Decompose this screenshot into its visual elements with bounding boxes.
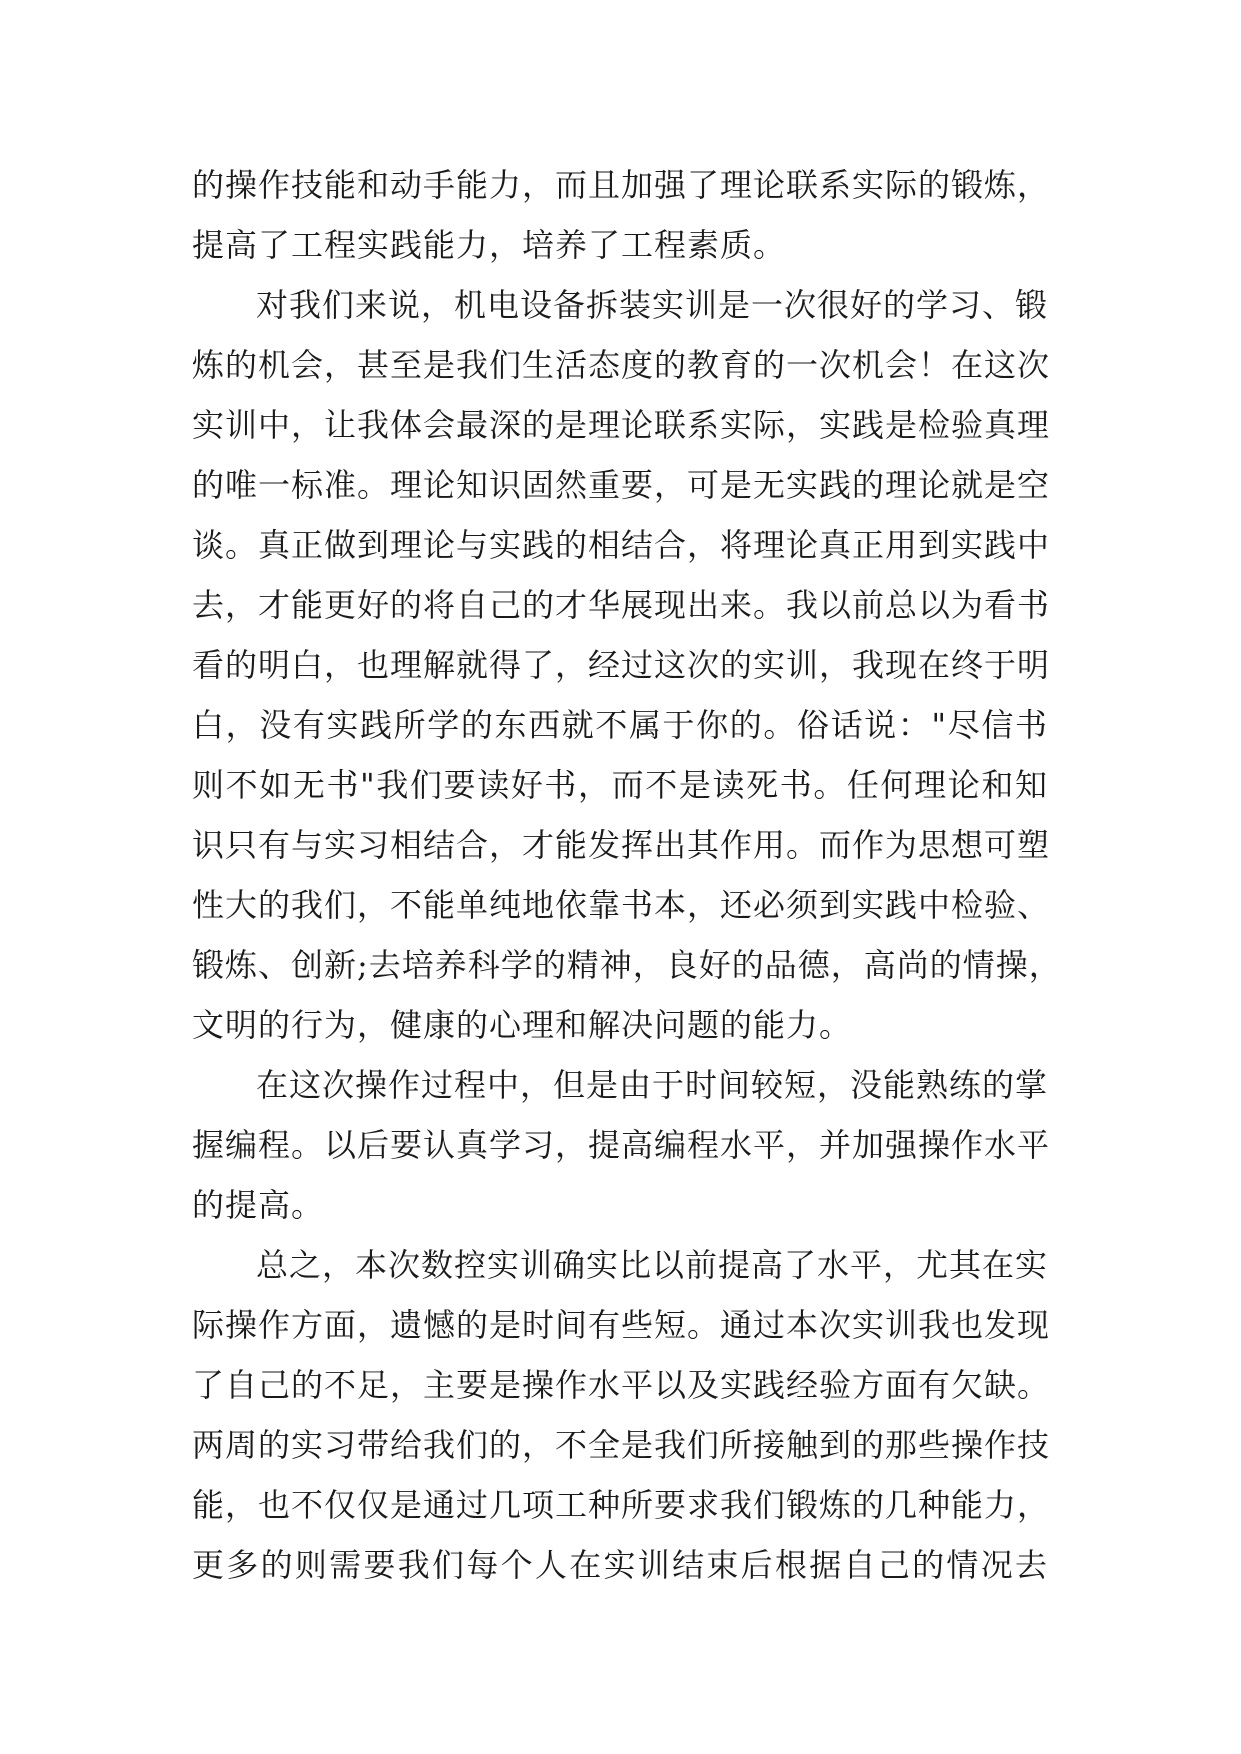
text-line: 提高了工程实践能力，培养了工程素质。 (192, 226, 787, 264)
text-line: 了自己的不足，主要是操作水平以及实践经验方面有欠缺。 (192, 1366, 1051, 1404)
text-line: 白，没有实践所学的东西就不属于你的。俗话说："尽信书 (192, 706, 1048, 744)
text-line: 的操作技能和动手能力，而且加强了理论联系实际的锻炼， (192, 166, 1051, 204)
text-line: 更多的则需要我们每个人在实训结束后根据自己的情况去 (192, 1546, 1048, 1584)
text-line: 则不如无书"我们要读好书，而不是读死书。任何理论和知 (192, 766, 1048, 804)
text-line: 谈。真正做到理论与实践的相结合，将理论真正用到实践中 (192, 526, 1051, 564)
text-line: 实训中，让我体会最深的是理论联系实际，实践是检验真理 (192, 406, 1051, 444)
text-line: 炼的机会，甚至是我们生活态度的教育的一次机会！在这次 (192, 346, 1051, 384)
text-line: 锻炼、创新;去培养科学的精神，良好的品德，高尚的情操， (192, 946, 1062, 984)
text-line: 对我们来说，机电设备拆装实训是一次很好的学习、锻 (256, 286, 1049, 324)
text-line: 能，也不仅仅是通过几项工种所要求我们锻炼的几种能力， (192, 1486, 1051, 1524)
text-line: 际操作方面，遗憾的是时间有些短。通过本次实训我也发现 (192, 1306, 1051, 1344)
text-line: 的提高。 (192, 1186, 325, 1224)
text-line: 在这次操作过程中，但是由于时间较短，没能熟练的掌 (256, 1066, 1049, 1104)
body-text (192, 155, 1062, 1595)
text-line: 文明的行为，健康的心理和解决问题的能力。 (192, 1006, 853, 1044)
text-line: 去，才能更好的将自己的才华展现出来。我以前总以为看书 (192, 586, 1051, 624)
text-line: 总之，本次数控实训确实比以前提高了水平，尤其在实 (256, 1246, 1049, 1284)
text-line: 的唯一标准。理论知识固然重要，可是无实践的理论就是空 (192, 466, 1051, 504)
text-line: 性大的我们，不能单纯地依靠书本，还必须到实践中检验、 (192, 886, 1051, 924)
text-line: 两周的实习带给我们的，不全是我们所接触到的那些操作技 (192, 1426, 1051, 1464)
text-line: 看的明白，也理解就得了，经过这次的实训，我现在终于明 (192, 646, 1051, 684)
text-line: 识只有与实习相结合，才能发挥出其作用。而作为思想可塑 (192, 826, 1051, 864)
text-line: 握编程。以后要认真学习，提高编程水平，并加强操作水平 (192, 1126, 1051, 1164)
